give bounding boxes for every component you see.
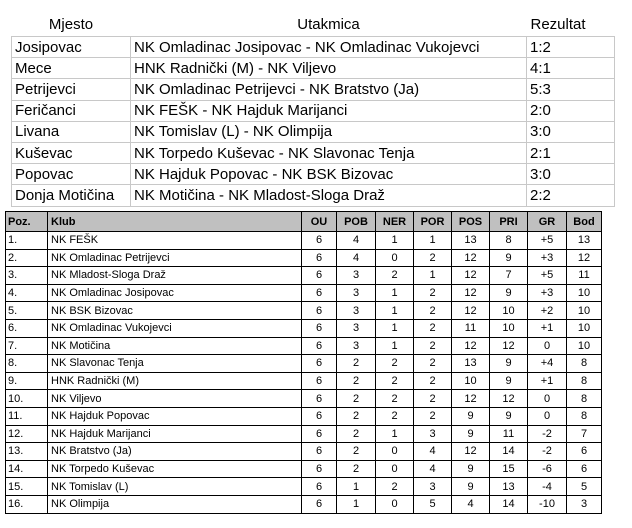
- header-points: Bod: [567, 212, 602, 232]
- cell-draws: 2: [376, 267, 414, 285]
- cell-position: 5.: [6, 302, 48, 320]
- standings-row: [6, 495, 602, 513]
- cell-points: 10: [567, 319, 602, 337]
- cell-wins: 3: [337, 319, 376, 337]
- cell-draws: 1: [376, 319, 414, 337]
- standings-row: [6, 319, 602, 337]
- result-score: 1:2: [527, 37, 615, 58]
- cell-position: 7.: [6, 337, 48, 355]
- cell-wins: 2: [337, 460, 376, 478]
- league-standings-table: [5, 211, 602, 514]
- cell-goals-against: 7: [490, 267, 528, 285]
- result-score: 3:0: [527, 164, 615, 185]
- cell-club: NK Olimpija: [48, 495, 302, 513]
- result-match: HNK Radnički (M) - NK Viljevo: [131, 58, 527, 79]
- cell-position: 13.: [6, 443, 48, 461]
- cell-losses: 3: [414, 425, 452, 443]
- cell-played: 6: [302, 249, 337, 267]
- cell-goals-against: 8: [490, 232, 528, 250]
- cell-goals-against: 11: [490, 425, 528, 443]
- cell-played: 6: [302, 495, 337, 513]
- cell-points: 10: [567, 337, 602, 355]
- cell-club: NK Torpedo Kuševac: [48, 460, 302, 478]
- cell-goals-against: 12: [490, 390, 528, 408]
- result-match: NK Omladinac Petrijevci - NK Bratstvo (Ja): [131, 79, 527, 100]
- standings-row: [6, 478, 602, 496]
- standings-row: [6, 390, 602, 408]
- result-score: 5:3: [527, 79, 615, 100]
- standings-header-row: [6, 212, 602, 232]
- cell-draws: 1: [376, 302, 414, 320]
- cell-goals-for: 9: [452, 407, 490, 425]
- cell-goal-difference: +1: [528, 372, 567, 390]
- result-score: 3:0: [527, 121, 615, 142]
- cell-goals-against: 12: [490, 337, 528, 355]
- header-played: OU: [302, 212, 337, 232]
- cell-goals-for: 9: [452, 460, 490, 478]
- cell-club: NK FEŠK: [48, 232, 302, 250]
- standings-row: [6, 443, 602, 461]
- result-place: Josipovac: [12, 37, 131, 58]
- cell-losses: 2: [414, 390, 452, 408]
- cell-played: 6: [302, 284, 337, 302]
- cell-wins: 2: [337, 443, 376, 461]
- cell-points: 10: [567, 284, 602, 302]
- result-match: NK Torpedo Kuševac - NK Slavonac Tenja: [131, 142, 527, 163]
- cell-wins: 1: [337, 478, 376, 496]
- cell-wins: 4: [337, 249, 376, 267]
- cell-losses: 2: [414, 355, 452, 373]
- cell-goals-against: 9: [490, 249, 528, 267]
- cell-wins: 3: [337, 302, 376, 320]
- cell-club: NK Omladinac Vukojevci: [48, 319, 302, 337]
- cell-goals-against: 14: [490, 443, 528, 461]
- cell-goal-difference: +4: [528, 355, 567, 373]
- cell-wins: 2: [337, 372, 376, 390]
- results-header-row: [12, 13, 615, 37]
- cell-goals-for: 12: [452, 390, 490, 408]
- cell-goal-difference: -10: [528, 495, 567, 513]
- cell-wins: 1: [337, 495, 376, 513]
- cell-points: 6: [567, 460, 602, 478]
- result-score: 2:1: [527, 142, 615, 163]
- cell-draws: 2: [376, 478, 414, 496]
- result-match: NK FEŠK - NK Hajduk Marijanci: [131, 100, 527, 121]
- cell-goals-against: 15: [490, 460, 528, 478]
- standings-row: [6, 355, 602, 373]
- cell-draws: 1: [376, 425, 414, 443]
- cell-losses: 4: [414, 460, 452, 478]
- cell-club: NK Tomislav (L): [48, 478, 302, 496]
- cell-goals-against: 9: [490, 407, 528, 425]
- standings-row: [6, 284, 602, 302]
- cell-draws: 0: [376, 249, 414, 267]
- cell-losses: 5: [414, 495, 452, 513]
- cell-losses: 2: [414, 284, 452, 302]
- cell-points: 10: [567, 302, 602, 320]
- cell-played: 6: [302, 319, 337, 337]
- result-place: Popovac: [12, 164, 131, 185]
- header-goals-against: PRI: [490, 212, 528, 232]
- cell-played: 6: [302, 337, 337, 355]
- cell-club: NK Motičina: [48, 337, 302, 355]
- header-score: Rezultat: [530, 16, 586, 33]
- cell-wins: 2: [337, 355, 376, 373]
- standings-row: [6, 372, 602, 390]
- cell-goal-difference: -2: [528, 443, 567, 461]
- cell-goals-against: 13: [490, 478, 528, 496]
- result-row: [12, 185, 615, 206]
- cell-wins: 3: [337, 337, 376, 355]
- cell-goal-difference: 0: [528, 390, 567, 408]
- cell-goal-difference: -2: [528, 425, 567, 443]
- result-place: Petrijevci: [12, 79, 131, 100]
- standings-row: [6, 460, 602, 478]
- cell-losses: 4: [414, 443, 452, 461]
- cell-position: 10.: [6, 390, 48, 408]
- header-wins: POB: [337, 212, 376, 232]
- header-place: Mjesto: [48, 16, 94, 33]
- cell-goals-for: 12: [452, 302, 490, 320]
- header-goal-difference: GR: [528, 212, 567, 232]
- cell-draws: 1: [376, 337, 414, 355]
- cell-draws: 0: [376, 443, 414, 461]
- cell-club: NK Hajduk Popovac: [48, 407, 302, 425]
- cell-goals-for: 9: [452, 478, 490, 496]
- cell-goals-against: 10: [490, 319, 528, 337]
- result-place: Kuševac: [12, 142, 131, 163]
- cell-position: 11.: [6, 407, 48, 425]
- cell-played: 6: [302, 425, 337, 443]
- cell-position: 14.: [6, 460, 48, 478]
- cell-points: 7: [567, 425, 602, 443]
- cell-position: 6.: [6, 319, 48, 337]
- cell-wins: 2: [337, 425, 376, 443]
- match-results-table: [11, 13, 615, 207]
- cell-goals-for: 11: [452, 319, 490, 337]
- cell-played: 6: [302, 372, 337, 390]
- cell-goals-against: 10: [490, 302, 528, 320]
- cell-goals-against: 9: [490, 372, 528, 390]
- cell-club: NK Bratstvo (Ja): [48, 443, 302, 461]
- cell-goals-against: 14: [490, 495, 528, 513]
- cell-points: 13: [567, 232, 602, 250]
- cell-wins: 3: [337, 284, 376, 302]
- result-row: [12, 164, 615, 185]
- cell-goal-difference: +5: [528, 232, 567, 250]
- cell-goals-against: 9: [490, 284, 528, 302]
- cell-goals-for: 12: [452, 337, 490, 355]
- cell-goal-difference: -6: [528, 460, 567, 478]
- cell-points: 12: [567, 249, 602, 267]
- cell-losses: 3: [414, 478, 452, 496]
- header-match: Utakmica: [297, 16, 360, 33]
- standings-row: [6, 425, 602, 443]
- cell-position: 12.: [6, 425, 48, 443]
- cell-played: 6: [302, 355, 337, 373]
- cell-goals-for: 12: [452, 267, 490, 285]
- cell-played: 6: [302, 443, 337, 461]
- standings-row: [6, 407, 602, 425]
- result-match: NK Hajduk Popovac - NK BSK Bizovac: [131, 164, 527, 185]
- cell-goal-difference: +1: [528, 319, 567, 337]
- result-place: Mece: [12, 58, 131, 79]
- result-row: [12, 100, 615, 121]
- cell-goals-for: 13: [452, 232, 490, 250]
- result-score: 2:2: [527, 185, 615, 206]
- cell-points: 8: [567, 390, 602, 408]
- header-position: Poz.: [6, 212, 48, 232]
- result-place: Donja Motičina: [12, 185, 131, 206]
- cell-played: 6: [302, 460, 337, 478]
- standings-row: [6, 337, 602, 355]
- cell-goals-for: 12: [452, 443, 490, 461]
- cell-position: 15.: [6, 478, 48, 496]
- cell-position: 2.: [6, 249, 48, 267]
- cell-played: 6: [302, 478, 337, 496]
- cell-losses: 2: [414, 407, 452, 425]
- cell-points: 8: [567, 355, 602, 373]
- cell-points: 5: [567, 478, 602, 496]
- cell-losses: 2: [414, 302, 452, 320]
- cell-draws: 0: [376, 495, 414, 513]
- cell-losses: 1: [414, 267, 452, 285]
- result-row: [12, 121, 615, 142]
- cell-club: NK Viljevo: [48, 390, 302, 408]
- result-score: 4:1: [527, 58, 615, 79]
- result-row: [12, 79, 615, 100]
- cell-club: NK Slavonac Tenja: [48, 355, 302, 373]
- cell-goals-for: 13: [452, 355, 490, 373]
- cell-club: NK Omladinac Petrijevci: [48, 249, 302, 267]
- standings-row: [6, 232, 602, 250]
- cell-goal-difference: +5: [528, 267, 567, 285]
- cell-draws: 1: [376, 284, 414, 302]
- cell-played: 6: [302, 267, 337, 285]
- cell-goals-against: 9: [490, 355, 528, 373]
- cell-points: 11: [567, 267, 602, 285]
- cell-goals-for: 12: [452, 284, 490, 302]
- cell-points: 8: [567, 372, 602, 390]
- cell-draws: 0: [376, 460, 414, 478]
- cell-wins: 2: [337, 407, 376, 425]
- cell-points: 3: [567, 495, 602, 513]
- cell-draws: 1: [376, 232, 414, 250]
- cell-losses: 2: [414, 319, 452, 337]
- standings-row: [6, 267, 602, 285]
- cell-points: 6: [567, 443, 602, 461]
- header-goals-for: POS: [452, 212, 490, 232]
- cell-position: 9.: [6, 372, 48, 390]
- cell-position: 3.: [6, 267, 48, 285]
- cell-goal-difference: +3: [528, 249, 567, 267]
- cell-wins: 4: [337, 232, 376, 250]
- standings-row: [6, 302, 602, 320]
- result-match: NK Motičina - NK Mladost-Sloga Draž: [131, 185, 527, 206]
- cell-goal-difference: 0: [528, 407, 567, 425]
- result-match: NK Tomislav (L) - NK Olimpija: [131, 121, 527, 142]
- cell-position: 4.: [6, 284, 48, 302]
- cell-goal-difference: 0: [528, 337, 567, 355]
- cell-goals-for: 4: [452, 495, 490, 513]
- cell-club: NK BSK Bizovac: [48, 302, 302, 320]
- cell-draws: 2: [376, 355, 414, 373]
- cell-played: 6: [302, 302, 337, 320]
- cell-played: 6: [302, 232, 337, 250]
- cell-losses: 2: [414, 337, 452, 355]
- cell-club: NK Omladinac Josipovac: [48, 284, 302, 302]
- cell-points: 8: [567, 407, 602, 425]
- cell-position: 1.: [6, 232, 48, 250]
- cell-position: 8.: [6, 355, 48, 373]
- cell-club: NK Mladost-Sloga Draž: [48, 267, 302, 285]
- cell-played: 6: [302, 407, 337, 425]
- cell-losses: 1: [414, 232, 452, 250]
- result-match: NK Omladinac Josipovac - NK Omladinac Vukojevci: [131, 37, 527, 58]
- cell-club: NK Hajduk Marijanci: [48, 425, 302, 443]
- cell-wins: 2: [337, 390, 376, 408]
- cell-goals-for: 10: [452, 372, 490, 390]
- header-losses: POR: [414, 212, 452, 232]
- result-place: Feričanci: [12, 100, 131, 121]
- result-place: Livana: [12, 121, 131, 142]
- cell-goal-difference: -4: [528, 478, 567, 496]
- cell-goals-for: 12: [452, 249, 490, 267]
- cell-goal-difference: +2: [528, 302, 567, 320]
- cell-played: 6: [302, 390, 337, 408]
- cell-goals-for: 9: [452, 425, 490, 443]
- cell-draws: 2: [376, 372, 414, 390]
- header-club: Klub: [48, 212, 302, 232]
- header-draws: NER: [376, 212, 414, 232]
- cell-position: 16.: [6, 495, 48, 513]
- result-row: [12, 58, 615, 79]
- standings-row: [6, 249, 602, 267]
- cell-losses: 2: [414, 372, 452, 390]
- cell-club: HNK Radnički (M): [48, 372, 302, 390]
- cell-wins: 3: [337, 267, 376, 285]
- cell-losses: 2: [414, 249, 452, 267]
- cell-goal-difference: +3: [528, 284, 567, 302]
- cell-draws: 2: [376, 390, 414, 408]
- result-row: [12, 37, 615, 58]
- cell-draws: 2: [376, 407, 414, 425]
- result-row: [12, 142, 615, 163]
- result-score: 2:0: [527, 100, 615, 121]
